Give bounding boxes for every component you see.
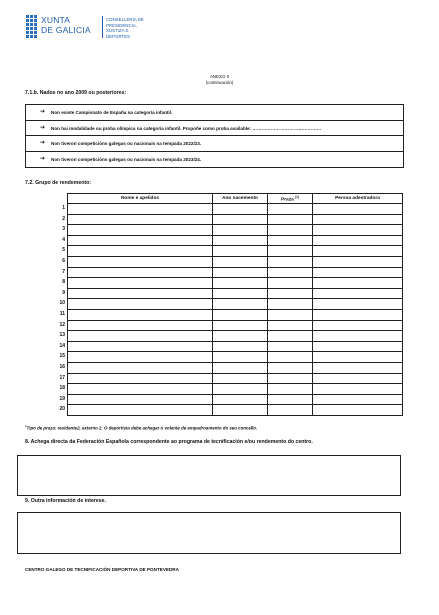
annex-title-text: ANEXO II xyxy=(209,74,230,79)
table-row xyxy=(68,394,403,405)
coach-cell[interactable] xyxy=(313,288,403,299)
table-header-row xyxy=(68,194,403,204)
coach-cell[interactable] xyxy=(313,299,403,310)
col-header-praza xyxy=(268,194,313,204)
praza-cell[interactable] xyxy=(268,362,313,373)
row-number: 10 xyxy=(59,300,65,307)
praza-cell[interactable] xyxy=(268,278,313,289)
coach-cell[interactable] xyxy=(313,214,403,225)
coach-cell[interactable] xyxy=(313,267,403,278)
praza-cell[interactable] xyxy=(268,331,313,342)
birth-year-cell[interactable] xyxy=(213,320,268,331)
birth-year-cell[interactable] xyxy=(213,204,268,215)
praza-cell[interactable] xyxy=(268,341,313,352)
table-row xyxy=(68,299,403,310)
praza-superscript: (1) xyxy=(295,194,300,199)
option-text: Non hai modalidade ou proba olímpica na categoría infantil. Propoñe como proba available: ……………………………………… xyxy=(51,125,322,131)
name-cell[interactable] xyxy=(68,331,213,342)
row-number: 13 xyxy=(59,332,65,339)
logo-text xyxy=(41,15,91,35)
birth-year-cell[interactable] xyxy=(213,373,268,384)
section-71b-options xyxy=(25,104,404,168)
section-9-text-area[interactable] xyxy=(17,512,401,554)
birth-year-cell[interactable] xyxy=(213,352,268,363)
coach-cell[interactable] xyxy=(313,341,403,352)
table-row xyxy=(68,204,403,215)
table-row xyxy=(68,341,403,352)
name-cell[interactable] xyxy=(68,352,213,363)
table-row xyxy=(68,309,403,320)
praza-label: Praza xyxy=(280,197,294,203)
arrow-right-icon: ➔ xyxy=(40,109,46,115)
name-cell[interactable] xyxy=(68,309,213,320)
coach-cell[interactable] xyxy=(313,225,403,236)
row-number: 14 xyxy=(59,342,65,349)
name-cell[interactable] xyxy=(68,384,213,395)
row-numbers xyxy=(50,203,65,415)
table-row xyxy=(68,214,403,225)
praza-cell[interactable] xyxy=(268,299,313,310)
praza-cell[interactable] xyxy=(268,309,313,320)
section-8-text-area[interactable] xyxy=(17,455,401,496)
option-row[interactable] xyxy=(26,105,403,121)
annex-title xyxy=(0,74,439,85)
option-row[interactable] xyxy=(26,136,403,152)
option-row[interactable] xyxy=(26,152,403,168)
birth-year-cell[interactable] xyxy=(213,278,268,289)
coach-cell[interactable] xyxy=(313,405,403,416)
table-row xyxy=(68,246,403,257)
coach-cell[interactable] xyxy=(313,204,403,215)
praza-cell[interactable] xyxy=(268,267,313,278)
option-text: Non tiveron competicións galegas ou nacionais na tempada 2022/23. xyxy=(51,141,202,146)
row-number: 17 xyxy=(59,374,65,381)
row-number: 11 xyxy=(59,310,65,317)
row-number: 9 xyxy=(62,289,65,296)
col-header-birth-year: Ano nacemento xyxy=(213,194,268,204)
department-name xyxy=(106,17,146,39)
name-cell[interactable] xyxy=(68,246,213,257)
name-cell[interactable] xyxy=(68,235,213,246)
coach-cell[interactable] xyxy=(313,246,403,257)
coach-cell[interactable] xyxy=(313,394,403,405)
birth-year-cell[interactable] xyxy=(213,309,268,320)
name-cell[interactable] xyxy=(68,373,213,384)
table-row xyxy=(68,384,403,395)
table-row xyxy=(68,362,403,373)
col-header-name: Nome e apelidos xyxy=(68,194,213,204)
section-71b-heading: 7.1.b. Nados no ano 2009 ou posteriores: xyxy=(25,90,127,96)
performance-group-table xyxy=(67,193,403,416)
birth-year-cell[interactable] xyxy=(213,341,268,352)
praza-cell[interactable] xyxy=(268,394,313,405)
coach-cell[interactable] xyxy=(313,235,403,246)
praza-cell[interactable] xyxy=(268,373,313,384)
row-number: 15 xyxy=(59,353,65,360)
praza-cell[interactable] xyxy=(268,288,313,299)
coach-cell[interactable] xyxy=(313,309,403,320)
birth-year-cell[interactable] xyxy=(213,256,268,267)
table-row xyxy=(68,373,403,384)
name-cell[interactable] xyxy=(68,256,213,267)
praza-cell[interactable] xyxy=(268,320,313,331)
row-number: 4 xyxy=(62,236,65,243)
birth-year-cell[interactable] xyxy=(213,267,268,278)
section-72-heading: 7.2. Grupo de rendemento: xyxy=(25,180,92,186)
coach-cell[interactable] xyxy=(313,256,403,267)
praza-cell[interactable] xyxy=(268,246,313,257)
name-cell[interactable] xyxy=(68,394,213,405)
row-number: 5 xyxy=(62,247,65,254)
praza-cell[interactable] xyxy=(268,214,313,225)
footnote xyxy=(25,424,257,430)
name-cell[interactable] xyxy=(68,267,213,278)
department-line-2: XUSTIZA E DEPORTES xyxy=(106,28,131,39)
table-row xyxy=(68,225,403,236)
praza-cell[interactable] xyxy=(268,225,313,236)
row-number: 7 xyxy=(62,268,65,275)
table-row xyxy=(68,288,403,299)
birth-year-cell[interactable] xyxy=(213,394,268,405)
table-row xyxy=(68,352,403,363)
table-row xyxy=(68,278,403,289)
birth-year-cell[interactable] xyxy=(213,299,268,310)
coach-cell[interactable] xyxy=(313,331,403,342)
table-row xyxy=(68,331,403,342)
row-number: 1 xyxy=(62,205,65,211)
birth-year-cell[interactable] xyxy=(213,288,268,299)
coach-cell[interactable] xyxy=(313,373,403,384)
name-cell[interactable] xyxy=(68,204,213,215)
praza-cell[interactable] xyxy=(268,384,313,395)
row-number: 3 xyxy=(62,226,65,233)
arrow-right-icon: ➔ xyxy=(40,155,46,162)
name-cell[interactable] xyxy=(68,362,213,373)
name-cell[interactable] xyxy=(68,320,213,331)
logo-divider xyxy=(102,16,103,38)
praza-cell[interactable] xyxy=(268,204,313,215)
birth-year-cell[interactable] xyxy=(213,384,268,395)
department-line-1: CONSELLERÍA DE PRESIDENCIA, xyxy=(106,17,144,28)
table-row xyxy=(68,320,403,331)
coach-cell[interactable] xyxy=(313,384,403,395)
option-text: Non tiveron competicións galegas ou nacionais na tempada 2023/24. xyxy=(51,156,202,162)
name-cell[interactable] xyxy=(68,278,213,289)
coach-cell[interactable] xyxy=(313,352,403,363)
row-number: 19 xyxy=(59,395,65,402)
row-number: 8 xyxy=(62,279,65,286)
birth-year-cell[interactable] xyxy=(213,331,268,342)
arrow-right-icon: ➔ xyxy=(40,124,46,131)
praza-cell[interactable] xyxy=(268,235,313,246)
coach-cell[interactable] xyxy=(313,320,403,331)
arrow-right-icon: ➔ xyxy=(40,140,46,146)
section-8-heading: 8. Achega directa da Federación Española correspondente ao programa de tecnificación e/ou rendemento do centro. xyxy=(25,439,313,445)
xunta-grid-icon xyxy=(26,15,38,39)
xunta-logo xyxy=(26,14,146,40)
birth-year-cell[interactable] xyxy=(213,246,268,257)
option-row[interactable] xyxy=(26,121,403,137)
row-number: 20 xyxy=(59,406,65,413)
birth-year-cell[interactable] xyxy=(213,225,268,236)
footnote-text: Tipo de praza: residente2, externo 2. O deportista debe achegar o volante de empadroamento do seu concello. xyxy=(26,425,258,431)
name-cell[interactable] xyxy=(68,225,213,236)
col-header-coach: Persoa adestradora xyxy=(313,194,403,204)
table-row xyxy=(68,405,403,416)
birth-year-cell[interactable] xyxy=(213,405,268,416)
row-number: 6 xyxy=(62,257,65,264)
birth-year-cell[interactable] xyxy=(213,214,268,225)
praza-cell[interactable] xyxy=(268,256,313,267)
footnote-marker: 1 xyxy=(25,424,27,428)
praza-cell[interactable] xyxy=(268,405,313,416)
row-number: 18 xyxy=(59,385,65,392)
row-number: 2 xyxy=(62,215,65,222)
row-number: 12 xyxy=(59,321,65,328)
row-number: 16 xyxy=(59,363,65,370)
birth-year-cell[interactable] xyxy=(213,235,268,246)
coach-cell[interactable] xyxy=(313,278,403,289)
name-cell[interactable] xyxy=(68,341,213,352)
praza-cell[interactable] xyxy=(268,352,313,363)
coach-cell[interactable] xyxy=(313,362,403,373)
logo-line-2: DE GALICIA xyxy=(41,25,91,35)
footer-text: CENTRO GALEGO DE TECNIFICACIÓN DEPORTIVA DE PONTEVEDRA xyxy=(25,567,179,572)
table-row xyxy=(68,256,403,267)
table-row xyxy=(68,267,403,278)
annex-subtitle: (continuación) xyxy=(205,79,234,85)
birth-year-cell[interactable] xyxy=(213,362,268,373)
option-text: Non existe Campionato de España na categoría infantil. xyxy=(51,110,173,115)
section-9-heading: 9. Outra información de interese. xyxy=(25,498,107,504)
name-cell[interactable] xyxy=(68,299,213,310)
name-cell[interactable] xyxy=(68,288,213,299)
table-row xyxy=(68,235,403,246)
name-cell[interactable] xyxy=(68,405,213,416)
logo-line-1: XUNTA xyxy=(41,15,71,25)
name-cell[interactable] xyxy=(68,214,213,225)
